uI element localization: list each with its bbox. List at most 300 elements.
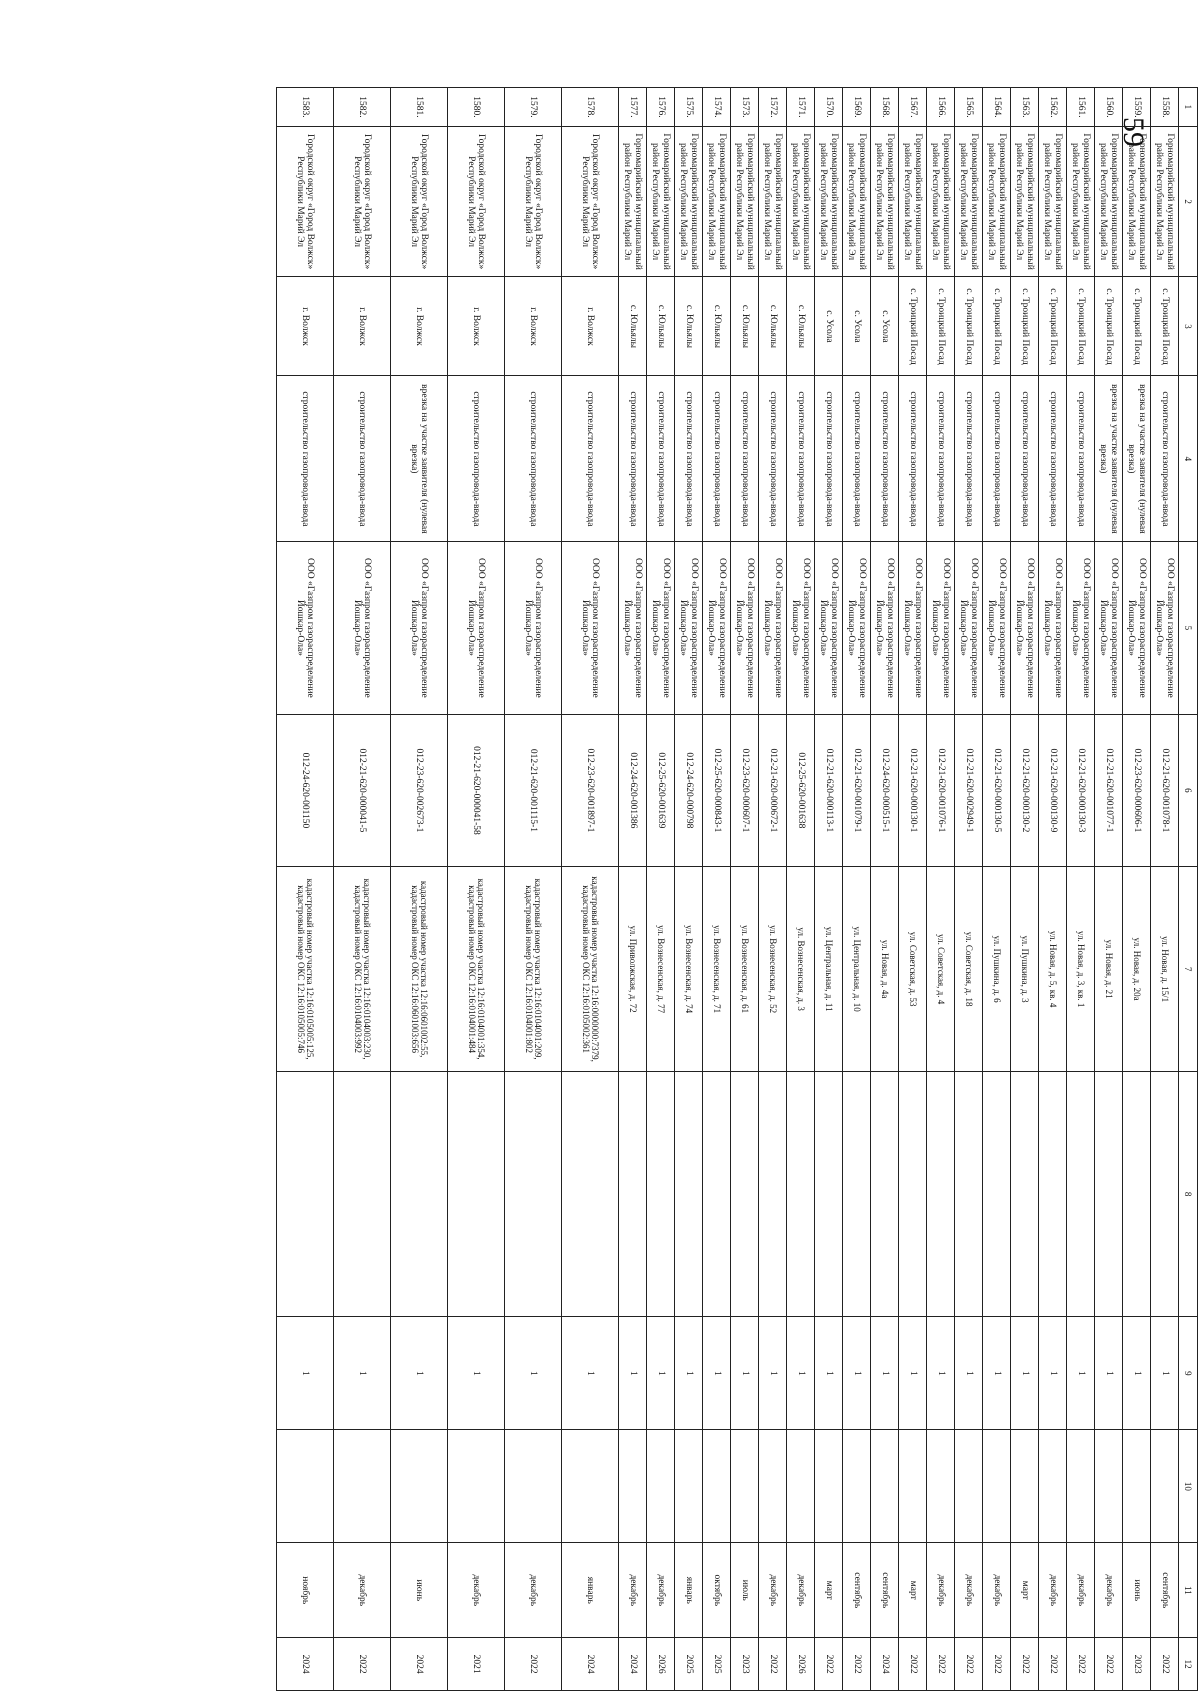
cell-col-4: строительство газопровода-ввода [1151, 376, 1179, 542]
cell-col-9: 1 [787, 1317, 815, 1430]
table-row [1095, 88, 1123, 1691]
cell-col-10 [927, 1430, 955, 1543]
cell-col-5: ООО «Газпром газораспределение Йошкар-Ола» [562, 542, 619, 714]
cell-col-2: Горномарийский муниципальный район Республики Марий Эл [787, 126, 815, 277]
cell-col-11: сентябрь [843, 1543, 871, 1638]
cell-col-1: 1576. [647, 88, 675, 127]
cell-col-9: 1 [843, 1317, 871, 1430]
cell-col-5: ООО «Газпром газораспределение Йошкар-Ола» [277, 542, 334, 714]
cell-col-11: декабрь [1039, 1543, 1067, 1638]
cell-col-7: кадастровый номер участка 12:16:0104003:230, кадастровый номер ОКС 12:16:0104003:992 [334, 867, 391, 1072]
cell-col-7: ул. Пушкина, д. 6 [983, 867, 1011, 1072]
cell-col-4: строительство газопровода-ввода [871, 376, 899, 542]
cell-col-10 [675, 1430, 703, 1543]
cell-col-4: строительство газопровода-ввода [843, 376, 871, 542]
cell-col-11: июль [731, 1543, 759, 1638]
cell-col-10 [787, 1430, 815, 1543]
cell-col-10 [1011, 1430, 1039, 1543]
cell-col-1: 1564. [983, 88, 1011, 127]
cell-col-8 [619, 1071, 647, 1316]
cell-col-10 [731, 1430, 759, 1543]
cell-col-8 [955, 1071, 983, 1316]
table-row [1067, 88, 1095, 1691]
cell-col-3: с. Юльялы [731, 277, 759, 376]
cell-col-12: 2025 [675, 1638, 703, 1691]
cell-col-10 [505, 1430, 562, 1543]
cell-col-12: 2022 [927, 1638, 955, 1691]
cell-col-7: ул. Новая, д. 3, кв. 1 [1067, 867, 1095, 1072]
cell-col-1: 1582. [334, 88, 391, 127]
cell-col-2: Городской округ «Город Волжск» Республики Марий Эл [562, 126, 619, 277]
cell-col-5: ООО «Газпром газораспределение Йошкар-Ола» [787, 542, 815, 714]
cell-col-3: с. Троицкий Посад [1095, 277, 1123, 376]
cell-col-10 [448, 1430, 505, 1543]
cell-col-8 [1067, 1071, 1095, 1316]
cell-col-12: 2024 [391, 1638, 448, 1691]
column-header-11: 11 [1179, 1543, 1198, 1638]
cell-col-8 [983, 1071, 1011, 1316]
cell-col-12: 2024 [277, 1638, 334, 1691]
cell-col-11: январь [562, 1543, 619, 1638]
table-row [1123, 88, 1151, 1691]
cell-col-10 [562, 1430, 619, 1543]
cell-col-4: строительство газопровода-ввода [927, 376, 955, 542]
cell-col-1: 1565. [955, 88, 983, 127]
cell-col-8 [927, 1071, 955, 1316]
cell-col-9: 1 [1151, 1317, 1179, 1430]
cell-col-10 [703, 1430, 731, 1543]
cell-col-3: г. Волжск [334, 277, 391, 376]
cell-col-8 [562, 1071, 619, 1316]
cell-col-10 [1123, 1430, 1151, 1543]
cell-col-2: Горномарийский муниципальный район Республики Марий Эл [1039, 126, 1067, 277]
column-header-1: 1 [1179, 88, 1198, 127]
column-header-12: 12 [1179, 1638, 1198, 1691]
cell-col-3: с. Юльялы [703, 277, 731, 376]
cell-col-4: строительство газопровода-ввода [334, 376, 391, 542]
cell-col-10 [871, 1430, 899, 1543]
cell-col-2: Горномарийский муниципальный район Республики Марий Эл [731, 126, 759, 277]
cell-col-11: декабрь [955, 1543, 983, 1638]
table-row [703, 88, 731, 1691]
cell-col-4: строительство газопровода-ввода [899, 376, 927, 542]
cell-col-9: 1 [619, 1317, 647, 1430]
cell-col-3: с. Троицкий Посад [1039, 277, 1067, 376]
cell-col-7: ул. Советская, д. 4 [927, 867, 955, 1072]
table-row [675, 88, 703, 1691]
cell-col-1: 1567. [899, 88, 927, 127]
cell-col-1: 1574. [703, 88, 731, 127]
cell-col-6: 012-21-620-000672-1 [759, 714, 787, 867]
table-row [927, 88, 955, 1691]
cell-col-11: июнь [1123, 1543, 1151, 1638]
cell-col-10 [815, 1430, 843, 1543]
cell-col-6: 012-21-620-000130-3 [1067, 714, 1095, 867]
cell-col-8 [334, 1071, 391, 1316]
cell-col-7: ул. Вознесенская, д. 77 [647, 867, 675, 1072]
cell-col-1: 1570. [815, 88, 843, 127]
cell-col-6: 012-23-620-001897-1 [562, 714, 619, 867]
cell-col-2: Горномарийский муниципальный район Республики Марий Эл [1095, 126, 1123, 277]
table-row [562, 88, 619, 1691]
cell-col-9: 1 [1039, 1317, 1067, 1430]
cell-col-11: сентябрь [871, 1543, 899, 1638]
cell-col-7: ул. Вознесенская, д. 61 [731, 867, 759, 1072]
cell-col-3: с. Троицкий Посад [927, 277, 955, 376]
cell-col-3: с. Юльялы [759, 277, 787, 376]
cell-col-6: 012-21-620-001115-1 [505, 714, 562, 867]
cell-col-6: 012-23-620-000606-1 [1123, 714, 1151, 867]
cell-col-5: ООО «Газпром газораспределение Йошкар-Ола» [619, 542, 647, 714]
cell-col-7: ул. Центральная, д. 10 [843, 867, 871, 1072]
cell-col-6: 012-25-620-001639 [647, 714, 675, 867]
cell-col-10 [619, 1430, 647, 1543]
cell-col-1: 1581. [391, 88, 448, 127]
cell-col-10 [955, 1430, 983, 1543]
cell-col-4: строительство газопровода-ввода [277, 376, 334, 542]
cell-col-2: Городской округ «Город Волжск» Республики Марий Эл [448, 126, 505, 277]
cell-col-2: Горномарийский муниципальный район Республики Марий Эл [955, 126, 983, 277]
cell-col-3: г. Волжск [277, 277, 334, 376]
cell-col-3: с. Юльялы [619, 277, 647, 376]
cell-col-12: 2022 [1095, 1638, 1123, 1691]
cell-col-7: ул. Новая, д. 5, кв. 4 [1039, 867, 1067, 1072]
column-header-6: 6 [1179, 714, 1198, 867]
column-header-5: 5 [1179, 542, 1198, 714]
cell-col-7: кадастровый номер участка 12:16:0104001:209, кадастровый номер ОКС 12:16:0104001:802 [505, 867, 562, 1072]
cell-col-4: строительство газопровода-ввода [1011, 376, 1039, 542]
cell-col-6: 012-21-620-000113-1 [815, 714, 843, 867]
cell-col-1: 1559. [1123, 88, 1151, 127]
cell-col-9: 1 [1067, 1317, 1095, 1430]
cell-col-11: декабрь [647, 1543, 675, 1638]
cell-col-4: строительство газопровода-ввода [505, 376, 562, 542]
cell-col-6: 012-25-620-000843-1 [703, 714, 731, 867]
cell-col-5: ООО «Газпром газораспределение Йошкар-Ола» [391, 542, 448, 714]
cell-col-5: ООО «Газпром газораспределение Йошкар-Ола» [1123, 542, 1151, 714]
rotated-table-container [194, 87, 1198, 1691]
cell-col-12: 2021 [448, 1638, 505, 1691]
cell-col-2: Горномарийский муниципальный район Республики Марий Эл [927, 126, 955, 277]
cell-col-11: декабрь [334, 1543, 391, 1638]
cell-col-3: с. Троицкий Посад [1067, 277, 1095, 376]
cell-col-9: 1 [647, 1317, 675, 1430]
cell-col-6: 012-21-620-002949-1 [955, 714, 983, 867]
cell-col-5: ООО «Газпром газораспределение Йошкар-Ола» [1067, 542, 1095, 714]
cell-col-9: 1 [759, 1317, 787, 1430]
cell-col-8 [759, 1071, 787, 1316]
cell-col-12: 2024 [871, 1638, 899, 1691]
cell-col-6: 012-21-620-000041-58 [448, 714, 505, 867]
cell-col-4: строительство газопровода-ввода [787, 376, 815, 542]
cell-col-1: 1558. [1151, 88, 1179, 127]
cell-col-7: ул. Вознесенская, д. 74 [675, 867, 703, 1072]
cell-col-12: 2022 [955, 1638, 983, 1691]
cell-col-8 [1123, 1071, 1151, 1316]
cell-col-4: строительство газопровода-ввода [647, 376, 675, 542]
cell-col-3: с. Троицкий Посад [983, 277, 1011, 376]
gas-connection-table [276, 87, 1198, 1691]
column-header-9: 9 [1179, 1317, 1198, 1430]
cell-col-8 [448, 1071, 505, 1316]
cell-col-11: декабрь [448, 1543, 505, 1638]
cell-col-8 [1095, 1071, 1123, 1316]
cell-col-4: строительство газопровода-ввода [1067, 376, 1095, 542]
cell-col-11: декабрь [759, 1543, 787, 1638]
cell-col-9: 1 [334, 1317, 391, 1430]
table-row [759, 88, 787, 1691]
cell-col-9: 1 [927, 1317, 955, 1430]
cell-col-5: ООО «Газпром газораспределение Йошкар-Ола» [1095, 542, 1123, 714]
cell-col-6: 012-23-620-000607-1 [731, 714, 759, 867]
cell-col-12: 2024 [562, 1638, 619, 1691]
cell-col-5: ООО «Газпром газораспределение Йошкар-Ола» [1011, 542, 1039, 714]
cell-col-8 [1151, 1071, 1179, 1316]
cell-col-2: Городской округ «Город Волжск» Республики Марий Эл [505, 126, 562, 277]
cell-col-3: с. Троицкий Посад [899, 277, 927, 376]
cell-col-9: 1 [871, 1317, 899, 1430]
table-row [391, 88, 448, 1691]
cell-col-12: 2022 [899, 1638, 927, 1691]
cell-col-10 [1095, 1430, 1123, 1543]
cell-col-8 [391, 1071, 448, 1316]
column-header-10: 10 [1179, 1430, 1198, 1543]
cell-col-8 [787, 1071, 815, 1316]
cell-col-2: Горномарийский муниципальный район Республики Марий Эл [675, 126, 703, 277]
cell-col-9: 1 [562, 1317, 619, 1430]
cell-col-4: врезка на участке заявителя (нулевая врезка) [1095, 376, 1123, 542]
cell-col-1: 1566. [927, 88, 955, 127]
cell-col-12: 2022 [1011, 1638, 1039, 1691]
cell-col-1: 1575. [675, 88, 703, 127]
cell-col-6: 012-25-620-001638 [787, 714, 815, 867]
cell-col-3: с. Юльялы [647, 277, 675, 376]
table-header [1179, 88, 1198, 1691]
cell-col-6: 012-21-620-001077-1 [1095, 714, 1123, 867]
cell-col-1: 1569. [843, 88, 871, 127]
table-row [731, 88, 759, 1691]
cell-col-10 [1151, 1430, 1179, 1543]
table-row [787, 88, 815, 1691]
cell-col-11: декабрь [505, 1543, 562, 1638]
cell-col-3: с. Троицкий Посад [955, 277, 983, 376]
cell-col-5: ООО «Газпром газораспределение Йошкар-Ола» [983, 542, 1011, 714]
cell-col-7: кадастровый номер участка 12:16:0000000:7379, кадастровый номер ОКС 12:16:0105002:361 [562, 867, 619, 1072]
cell-col-5: ООО «Газпром газораспределение Йошкар-Ола» [505, 542, 562, 714]
cell-col-11: декабрь [927, 1543, 955, 1638]
cell-col-8 [815, 1071, 843, 1316]
cell-col-8 [703, 1071, 731, 1316]
cell-col-9: 1 [731, 1317, 759, 1430]
cell-col-3: с. Усола [843, 277, 871, 376]
cell-col-4: строительство газопровода-ввода [955, 376, 983, 542]
cell-col-9: 1 [675, 1317, 703, 1430]
cell-col-2: Горномарийский муниципальный район Республики Марий Эл [1123, 126, 1151, 277]
cell-col-6: 012-24-620-000515-1 [871, 714, 899, 867]
cell-col-11: январь [675, 1543, 703, 1638]
table-row [1011, 88, 1039, 1691]
cell-col-2: Горномарийский муниципальный район Республики Марий Эл [871, 126, 899, 277]
cell-col-7: ул. Вознесенская, д. 3 [787, 867, 815, 1072]
column-header-8: 8 [1179, 1071, 1198, 1316]
cell-col-4: строительство газопровода-ввода [619, 376, 647, 542]
cell-col-9: 1 [955, 1317, 983, 1430]
cell-col-5: ООО «Газпром газораспределение Йошкар-Ола» [647, 542, 675, 714]
cell-col-4: строительство газопровода-ввода [983, 376, 1011, 542]
cell-col-1: 1577. [619, 88, 647, 127]
cell-col-11: сентябрь [1151, 1543, 1179, 1638]
cell-col-4: строительство газопровода-ввода [703, 376, 731, 542]
cell-col-11: декабрь [983, 1543, 1011, 1638]
cell-col-7: кадастровый номер участка 12:16:0104001:354, кадастровый номер ОКС 12:16:0104001:484 [448, 867, 505, 1072]
table-row [815, 88, 843, 1691]
cell-col-10 [899, 1430, 927, 1543]
table-row [843, 88, 871, 1691]
cell-col-1: 1579. [505, 88, 562, 127]
cell-col-8 [899, 1071, 927, 1316]
cell-col-11: июнь [391, 1543, 448, 1638]
cell-col-5: ООО «Газпром газораспределение Йошкар-Ола» [899, 542, 927, 714]
cell-col-11: ноябрь [277, 1543, 334, 1638]
table-row [334, 88, 391, 1691]
cell-col-1: 1563. [1011, 88, 1039, 127]
cell-col-12: 2022 [334, 1638, 391, 1691]
cell-col-9: 1 [1095, 1317, 1123, 1430]
cell-col-12: 2022 [505, 1638, 562, 1691]
cell-col-5: ООО «Газпром газораспределение Йошкар-Ола» [675, 542, 703, 714]
table-row [871, 88, 899, 1691]
cell-col-6: 012-24-620-001386 [619, 714, 647, 867]
cell-col-4: строительство газопровода-ввода [815, 376, 843, 542]
cell-col-5: ООО «Газпром газораспределение Йошкар-Ола» [927, 542, 955, 714]
cell-col-4: врезка на участке заявителя (нулевая врезка) [1123, 376, 1151, 542]
cell-col-6: 012-21-620-000130-9 [1039, 714, 1067, 867]
cell-col-3: с. Усола [815, 277, 843, 376]
cell-col-10 [1039, 1430, 1067, 1543]
cell-col-8 [871, 1071, 899, 1316]
cell-col-5: ООО «Газпром газораспределение Йошкар-Ола» [1151, 542, 1179, 714]
cell-col-10 [1067, 1430, 1095, 1543]
column-header-7: 7 [1179, 867, 1198, 1072]
cell-col-1: 1578. [562, 88, 619, 127]
cell-col-2: Горномарийский муниципальный район Республики Марий Эл [899, 126, 927, 277]
cell-col-3: с. Юльялы [787, 277, 815, 376]
cell-col-1: 1580. [448, 88, 505, 127]
cell-col-8 [277, 1071, 334, 1316]
column-header-4: 4 [1179, 376, 1198, 542]
cell-col-6: 012-24-620-000798 [675, 714, 703, 867]
cell-col-12: 2026 [647, 1638, 675, 1691]
cell-col-2: Горномарийский муниципальный район Республики Марий Эл [1067, 126, 1095, 277]
cell-col-3: с. Юльялы [675, 277, 703, 376]
table-row [955, 88, 983, 1691]
cell-col-9: 1 [899, 1317, 927, 1430]
cell-col-5: ООО «Газпром газораспределение Йошкар-Ола» [448, 542, 505, 714]
cell-col-2: Горномарийский муниципальный район Республики Марий Эл [619, 126, 647, 277]
table-row [1151, 88, 1179, 1691]
cell-col-6: 012-21-620-001079-1 [843, 714, 871, 867]
cell-col-11: декабрь [1095, 1543, 1123, 1638]
cell-col-10 [647, 1430, 675, 1543]
cell-col-8 [1039, 1071, 1067, 1316]
cell-col-11: октябрь [703, 1543, 731, 1638]
column-header-2: 2 [1179, 126, 1198, 277]
cell-col-12: 2023 [731, 1638, 759, 1691]
cell-col-5: ООО «Газпром газораспределение Йошкар-Ола» [1039, 542, 1067, 714]
table-row [899, 88, 927, 1691]
cell-col-12: 2022 [759, 1638, 787, 1691]
cell-col-1: 1561. [1067, 88, 1095, 127]
cell-col-2: Горномарийский муниципальный район Республики Марий Эл [983, 126, 1011, 277]
cell-col-7: ул. Вознесенская, д. 71 [703, 867, 731, 1072]
cell-col-6: 012-21-620-001076-1 [927, 714, 955, 867]
cell-col-10 [391, 1430, 448, 1543]
cell-col-7: ул. Вознесенская, д. 52 [759, 867, 787, 1072]
cell-col-4: строительство газопровода-ввода [731, 376, 759, 542]
cell-col-7: кадастровый номер участка 12:16:0105005:125, кадастровый номер ОКС 12:16:0105005:746 [277, 867, 334, 1072]
cell-col-1: 1583. [277, 88, 334, 127]
cell-col-10 [983, 1430, 1011, 1543]
cell-col-4: строительство газопровода-ввода [1039, 376, 1067, 542]
cell-col-11: декабрь [787, 1543, 815, 1638]
cell-col-9: 1 [1011, 1317, 1039, 1430]
cell-col-6: 012-21-620-000130-2 [1011, 714, 1039, 867]
cell-col-6: 012-21-620-000041-5 [334, 714, 391, 867]
cell-col-12: 2022 [815, 1638, 843, 1691]
table-row [505, 88, 562, 1691]
cell-col-4: строительство газопровода-ввода [562, 376, 619, 542]
cell-col-11: декабрь [619, 1543, 647, 1638]
cell-col-4: врезка на участке заявителя (нулевая врезка) [391, 376, 448, 542]
cell-col-7: ул. Приволжская, д. 72 [619, 867, 647, 1072]
cell-col-2: Горномарийский муниципальный район Республики Марий Эл [843, 126, 871, 277]
cell-col-12: 2022 [1039, 1638, 1067, 1691]
cell-col-8 [647, 1071, 675, 1316]
cell-col-10 [843, 1430, 871, 1543]
cell-col-12: 2024 [619, 1638, 647, 1691]
cell-col-9: 1 [448, 1317, 505, 1430]
cell-col-12: 2022 [843, 1638, 871, 1691]
cell-col-4: строительство газопровода-ввода [675, 376, 703, 542]
cell-col-3: с. Усола [871, 277, 899, 376]
cell-col-4: строительство газопровода-ввода [759, 376, 787, 542]
cell-col-2: Городской округ «Город Волжск» Республики Марий Эл [391, 126, 448, 277]
cell-col-7: ул. Новая, д. 20а [1123, 867, 1151, 1072]
cell-col-9: 1 [391, 1317, 448, 1430]
cell-col-7: кадастровый номер участка 12:16:0601002:55, кадастровый номер ОКС 12:16:0601003:656 [391, 867, 448, 1072]
cell-col-2: Городской округ «Город Волжск» Республики Марий Эл [334, 126, 391, 277]
table-body [277, 88, 1179, 1691]
cell-col-2: Горномарийский муниципальный район Республики Марий Эл [1151, 126, 1179, 277]
cell-col-6: 012-21-620-000130-1 [899, 714, 927, 867]
cell-col-6: 012-21-620-001078-1 [1151, 714, 1179, 867]
cell-col-8 [1011, 1071, 1039, 1316]
cell-col-9: 1 [983, 1317, 1011, 1430]
cell-col-7: ул. Новая, д. 4а [871, 867, 899, 1072]
cell-col-11: март [899, 1543, 927, 1638]
cell-col-2: Горномарийский муниципальный район Республики Марий Эл [759, 126, 787, 277]
cell-col-8 [675, 1071, 703, 1316]
cell-col-8 [843, 1071, 871, 1316]
cell-col-2: Городской округ «Город Волжск» Республики Марий Эл [277, 126, 334, 277]
page-number: 59 [1117, 117, 1150, 147]
cell-col-10 [334, 1430, 391, 1543]
cell-col-2: Горномарийский муниципальный район Республики Марий Эл [1011, 126, 1039, 277]
cell-col-3: с. Троицкий Посад [1123, 277, 1151, 376]
table-row [277, 88, 334, 1691]
table-row [983, 88, 1011, 1691]
cell-col-1: 1572. [759, 88, 787, 127]
